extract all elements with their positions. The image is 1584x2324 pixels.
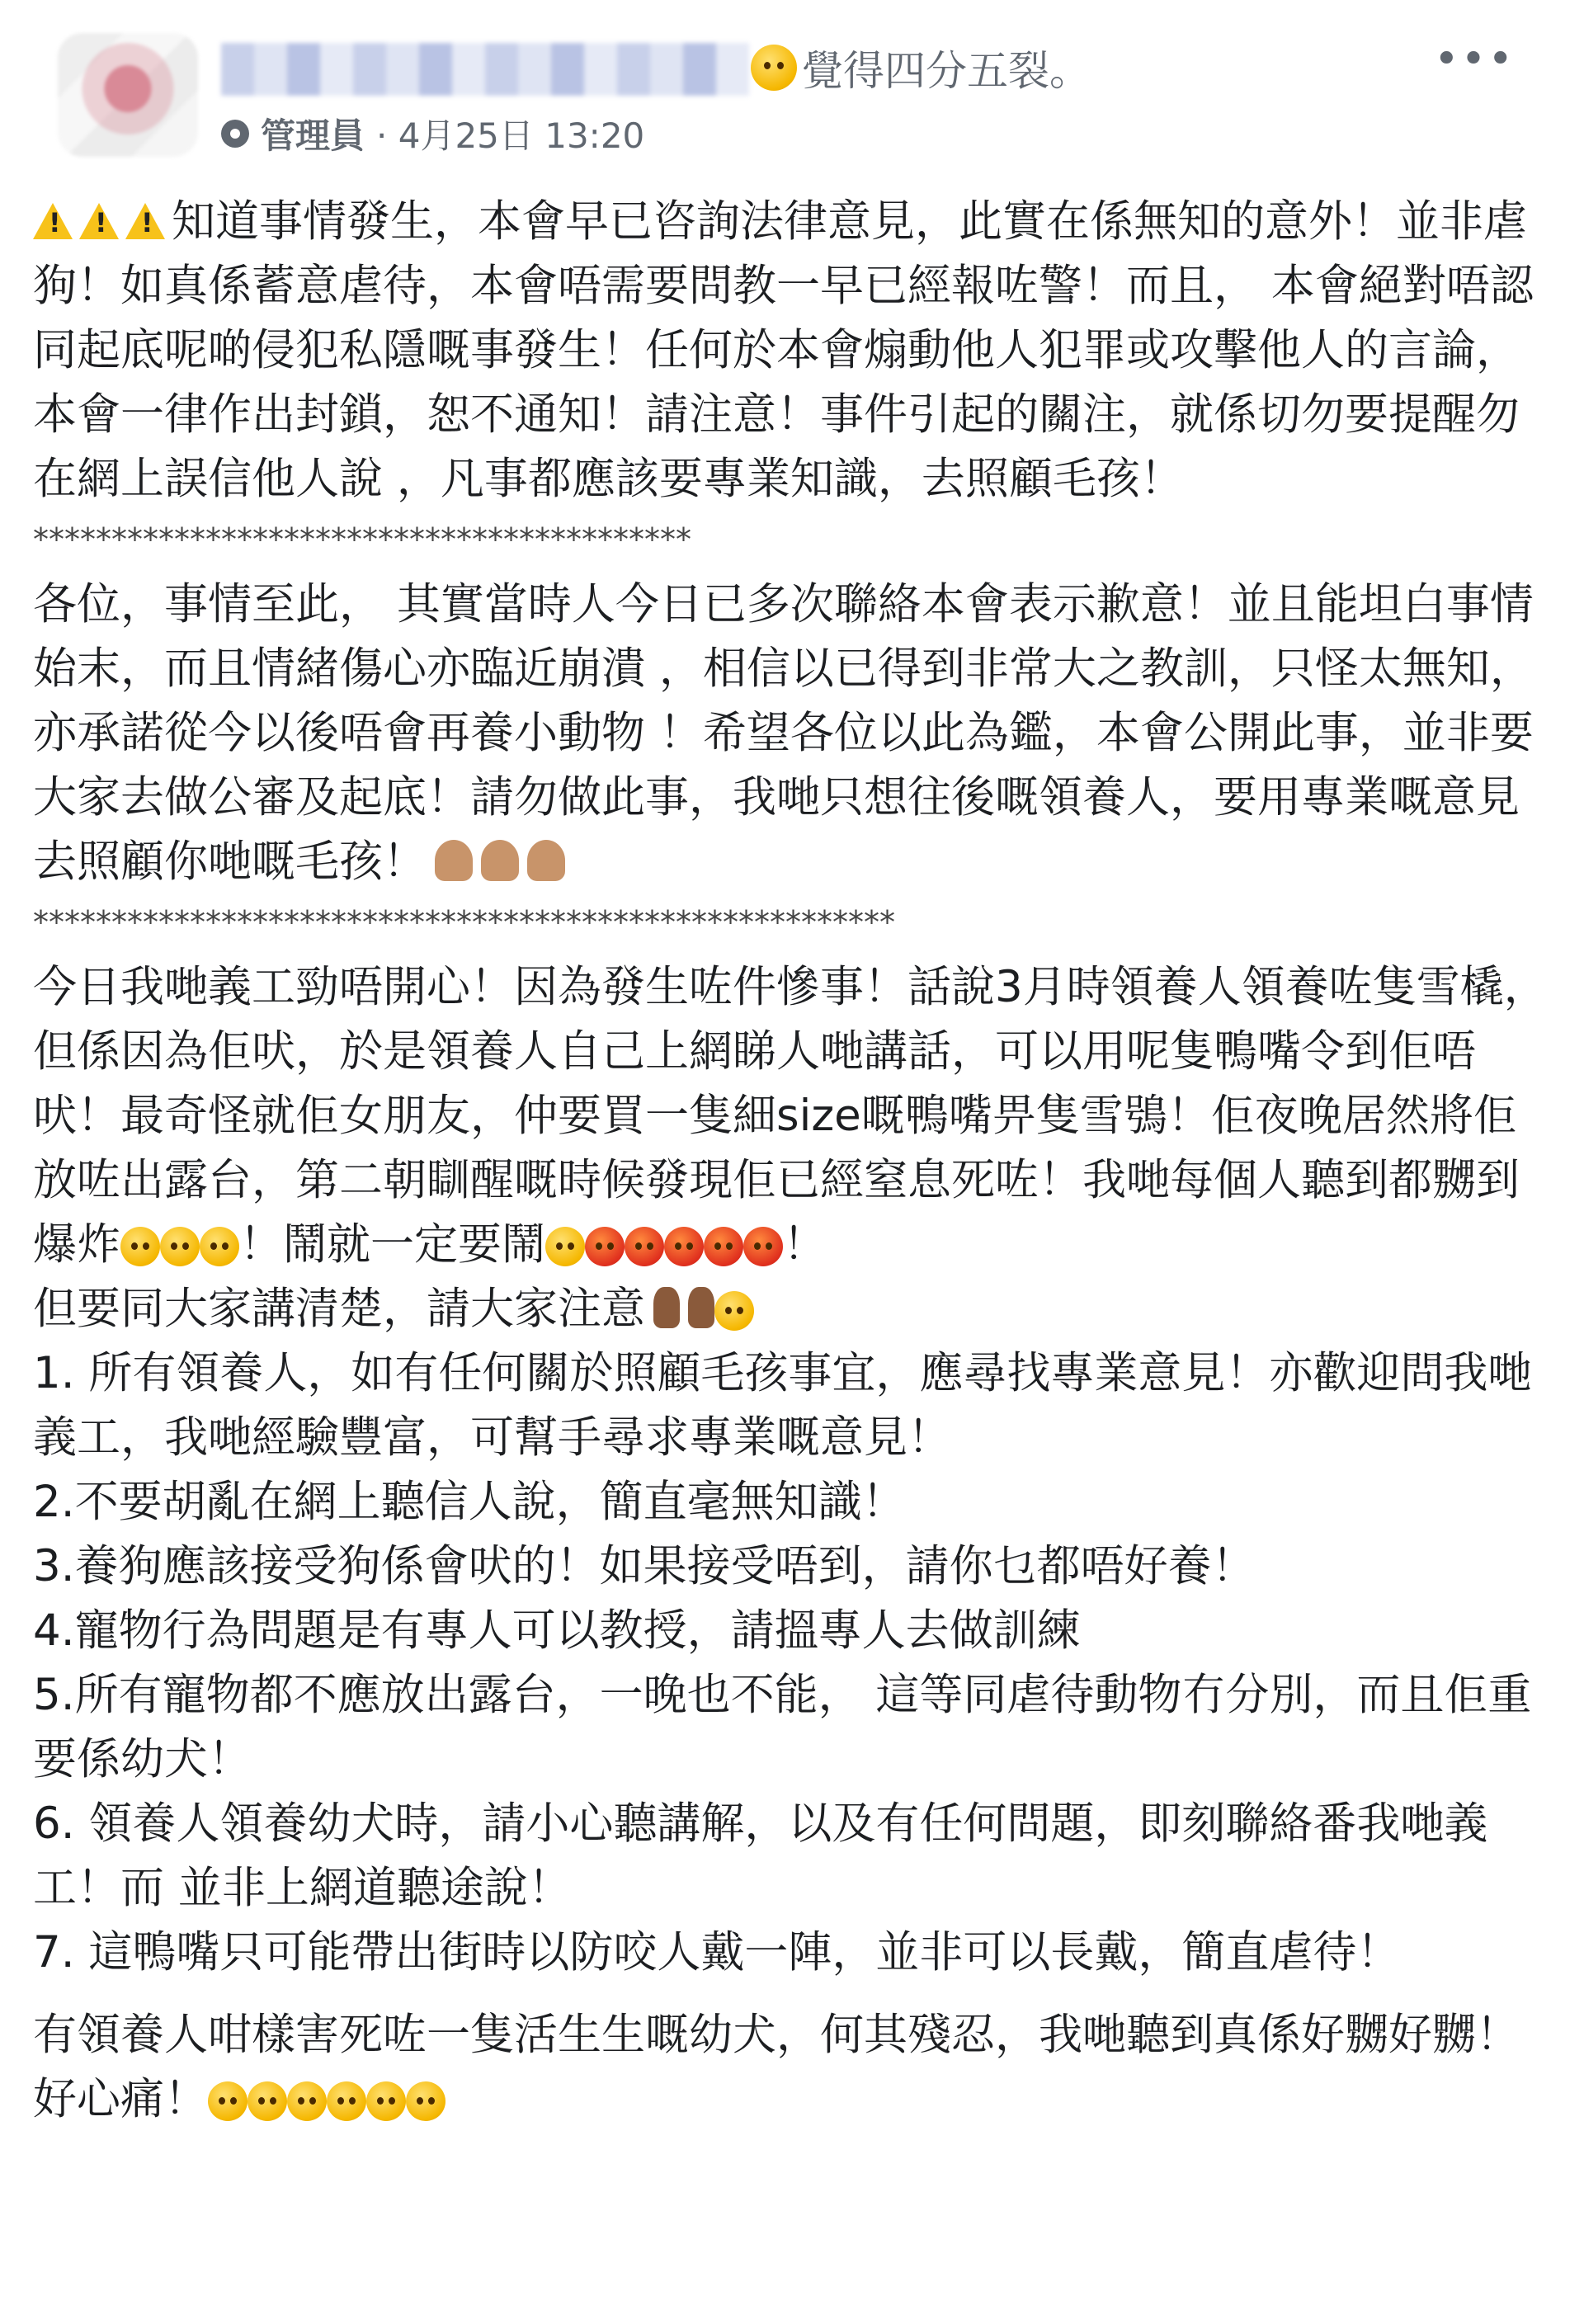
separator: ******************************************************* xyxy=(33,906,895,939)
paragraph-1-text: 知道事情發生，本會早已咨詢法律意見，此實在係無知的意外！並非虐狗！如真係蓄意虐待，本會唔需要問教一早已經報咗警！而且， 本會絕對唔認同起底呢啲侵犯私隱嘅事發生！任何於本會煽動他人犯罪或攻擊他人的言論，本會一律作出封鎖，恕不通知！請注意！事件引起的關注，就係切勿要提醒勿在網上誤信他人說 ，凡事都應該要專業知識，去照顧毛孩！ xyxy=(33,196,1534,504)
warning-icon xyxy=(79,203,119,239)
list-item-1: 1. 所有領養人，如有任何關於照顧毛孩事宜，應尋找專業意見！亦歡迎問我哋義工，我哋經驗豐富，可幫手尋求專業嘅意見！ xyxy=(33,1348,1532,1463)
post-meta xyxy=(221,109,644,158)
paragraph-3-text-a: 今日我哋義工勁唔開心！因為發生咗件慘事！話說3月時領養人領養咗隻雪橇，但係因為佢吠，於是領養人自己上網睇人哋講話，可以用呢隻鴨嘴令到佢唔吠！最奇怪就佢女朋友，仲要買一隻細size嘅鴨嘴畀隻雪鴞！佢夜晚居然將佢放咗出露台，第二朝瞓醒嘅時候發現佢已經窒息死咗！我哋每個人聽到都嬲到爆炸 xyxy=(33,962,1548,1270)
angry-emoji-icon xyxy=(585,1227,625,1266)
paragraph-3 xyxy=(33,955,1559,1277)
admin-label: 管理員 xyxy=(261,115,365,156)
feeling-text: 覺得四分五裂。 xyxy=(802,47,1091,95)
shocked-emoji-icon xyxy=(248,2081,287,2121)
more-options-icon[interactable]: ••• xyxy=(1433,35,1515,84)
paragraph-3-text-c: ！ xyxy=(783,1219,827,1270)
post-body xyxy=(33,190,1559,2132)
feeling-status xyxy=(751,38,1091,97)
separator: ****************************************** xyxy=(33,523,691,556)
shocked-emoji-icon xyxy=(327,2081,366,2121)
paragraph-5 xyxy=(33,2003,1559,2132)
pointing-up-emoji-icon xyxy=(688,1287,714,1328)
folded-hands-emoji-icon xyxy=(481,840,519,881)
paragraph-4 xyxy=(33,1277,1559,1341)
post-header xyxy=(33,0,1551,165)
sad-emoji-icon xyxy=(714,1291,754,1331)
list-item-2: 2.不要胡亂在網上聽信人說，簡直毫無知識！ xyxy=(33,1477,906,1527)
sad-emoji-icon xyxy=(208,2081,248,2121)
paragraph-2-text: 各位，事情至此， 其實當時人今日已多次聯絡本會表示歉意！並且能坦白事情始末，而且情緒傷心亦臨近崩潰 ，相信以已得到非常大之教訓，只怪太無知，亦承諾從今以後唔會再養小動物 ！希望各位以此為鑑，本會公開此事，並非要大家去做公審及起底！請勿做此事，我哋只想往後嘅領養人，要用專業嘅意見去照顧你哋嘅毛孩！ xyxy=(33,579,1534,887)
pointing-up-emoji-icon xyxy=(653,1287,680,1328)
shocked-emoji-icon xyxy=(120,1227,160,1266)
broken-heart-emoji-icon xyxy=(751,45,797,91)
sad-emoji-icon xyxy=(545,1227,585,1266)
warning-icon xyxy=(125,203,165,239)
paragraph-4-text: 但要同大家講清楚，請大家注意 xyxy=(33,1284,645,1334)
shocked-emoji-icon xyxy=(200,1227,239,1266)
folded-hands-emoji-icon xyxy=(527,840,565,881)
shocked-emoji-icon xyxy=(406,2081,446,2121)
angry-emoji-icon xyxy=(704,1227,743,1266)
angry-emoji-icon xyxy=(664,1227,704,1266)
angry-emoji-icon xyxy=(743,1227,783,1266)
spacer xyxy=(33,1985,1559,2003)
angry-emoji-icon xyxy=(625,1227,664,1266)
avatar[interactable] xyxy=(58,33,198,157)
list-item-4: 4.寵物行為問題是有專人可以教授，請搵專人去做訓練 xyxy=(33,1605,1081,1656)
author-name-blurred[interactable] xyxy=(221,43,749,96)
list-item-6: 6. 領養人領養幼犬時，請小心聽講解，以及有任何問題，即刻聯絡番我哋義工！而 並非上網道聽途說！ xyxy=(33,1798,1488,1913)
list-item-3: 3.養狗應該接受狗係會吠的！如果接受唔到，請你乜都唔好養！ xyxy=(33,1541,1256,1591)
list-item-7: 7. 這鴨嘴只可能帶出街時以防咬人戴一陣，並非可以長戴，簡直虐待！ xyxy=(33,1927,1401,1978)
warning-icon xyxy=(33,203,73,239)
post-timestamp[interactable]: · 4月25日 13:20 xyxy=(376,115,645,156)
shocked-emoji-icon xyxy=(287,2081,327,2121)
shocked-emoji-icon xyxy=(366,2081,406,2121)
shocked-emoji-icon xyxy=(160,1227,200,1266)
paragraph-5-text: 有領養人咁樣害死咗一隻活生生嘅幼犬，何其殘忍，我哋聽到真係好嬲好嬲！好心痛！ xyxy=(33,2010,1520,2124)
list-item-5: 5.所有寵物都不應放出露台，一晚也不能， 這等同虐待動物冇分別，而且佢重要係幼犬！ xyxy=(33,1670,1532,1784)
paragraph-1 xyxy=(33,190,1559,511)
paragraph-3-text-b: ！鬧就一定要鬧 xyxy=(239,1219,545,1270)
admin-badge-icon xyxy=(221,120,249,148)
paragraph-2 xyxy=(33,573,1559,894)
folded-hands-emoji-icon xyxy=(435,840,473,881)
